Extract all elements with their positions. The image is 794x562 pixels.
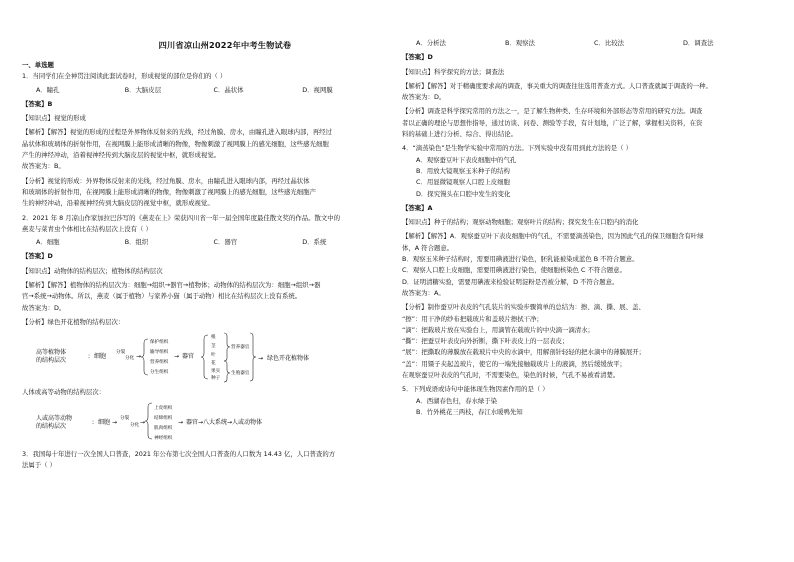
- analysis-line: 故答案为：A。: [402, 288, 445, 297]
- analysis-line: “滴”：把载玻片放在实验台上，用滴管在载玻片的中央滴一滴清水；: [402, 325, 594, 334]
- question-1-stem: 1．当同学们在全神贯注阅读此套试卷时，形成视觉的部位是你们的（ ）: [22, 72, 227, 81]
- option-d: D．探究馒头在口腔中发生的变化: [416, 189, 511, 198]
- option-c: C．比较法: [594, 39, 625, 47]
- diagram-text: 神经组织: [154, 435, 173, 441]
- question-3-answer: 【答案】D: [402, 53, 433, 62]
- diagram-text: 分裂: [116, 350, 126, 356]
- analysis-line: “展”：把撕取的薄膜放在载玻片中央的水滴中，用解剖针轻轻的把水滴中的薄膜展开；: [402, 348, 646, 357]
- diagram-text: 输导组织: [150, 350, 169, 356]
- brace-icon: [201, 335, 208, 379]
- diagram-text: 上皮组织: [154, 405, 173, 411]
- analysis-line: “撕”：把蚕豆叶表皮向外折断，撕下叶表皮上的一层表皮；: [402, 337, 569, 346]
- question-2-stem: 2．2021 年 8 月凉山作家加拉巴莎写的《燕麦在上》荣获四川省一年一届全国年度最佳散文奖的作品。散文中的: [22, 213, 341, 222]
- analysis-line: 产生的神经冲动，沿着视神经传到大脑皮层的视觉中枢，就形成视觉。: [22, 151, 221, 160]
- diagram-text: :: [92, 418, 95, 426]
- option-d: D．视网膜: [302, 85, 333, 94]
- diagram-text: →: [140, 418, 146, 426]
- question-1-knowledge-point: 【知识点】视觉的形成: [22, 114, 86, 123]
- diagram-text: 高等植物体: [36, 349, 67, 357]
- analysis-line: 体，A 符合题意。: [402, 243, 454, 252]
- question-2-stem: 燕麦与菜青虫个体相比在结构层次上没有（ ）: [22, 224, 152, 233]
- analysis-line: 【分析】制作蚕豆叶表皮的气孔装片的实验步骤简单的总结为：擦、滴、撕、展、盖、: [402, 303, 645, 312]
- analysis-line: 生的神经冲动，沿着视神经传到大脑皮层的视觉中枢，就形成视觉。: [22, 199, 214, 208]
- animal-structure-diagram: [22, 399, 322, 447]
- diagram-text: 器官→八大系统→人或动物体: [186, 418, 263, 426]
- question-2-knowledge-point: 【知识点】动物体的结构层次；植物体的结构层次: [22, 266, 163, 275]
- plant-structure-diagram: [22, 329, 322, 385]
- analysis-line: 【解析】【解答】A．观察蚕豆叶下表皮细胞中的气孔，不需要滴蒸染色，因为国此气孔的保卫细胞含有叶绿: [402, 232, 704, 241]
- diagram-text: 种子: [211, 376, 221, 382]
- analysis-line: 故答案为：B。: [22, 162, 65, 171]
- analysis-line: D．证明清糖实验，需要用碘液来检验证明淀粉是否被分解，D 不符合题意。: [402, 277, 619, 286]
- question-4-knowledge-point: 【知识点】种子的结构；观察动物细胞；观察叶片的结构；探究发生在口腔内的消化: [402, 218, 639, 227]
- diagram-text: 细胞: [94, 353, 107, 361]
- animal-structure-heading: 人体或高等动物的结构层次：: [22, 388, 106, 397]
- diagram-text: 分化: [125, 356, 135, 362]
- option-c: C．用显微镜观察人口腔上皮细胞: [416, 178, 510, 187]
- diagram-text: 细胞: [98, 418, 111, 426]
- diagram-text: →: [136, 353, 142, 361]
- diagram-text: 分生组织: [150, 370, 169, 376]
- analysis-line: 【分析】调查是科学探究常用的方法之一，是了解生物种类、生存环境和外部形态等常用的研究方法。调查: [402, 107, 703, 116]
- diagram-text: 器官: [182, 353, 195, 361]
- diagram-text: :: [88, 353, 91, 361]
- question-3-options: [402, 38, 772, 49]
- option-c: C．晶状体: [213, 85, 244, 94]
- analysis-line: 在观察蚕豆叶表皮的气孔时，不需要染色，染色的时候，气孔不易被看清楚。: [402, 371, 620, 380]
- exam-title: 四川省凉山州2022年中考生物试卷: [158, 40, 292, 50]
- diagram-text: 叶: [211, 353, 216, 359]
- analysis-line: 料的基础上进行分析、综合、得出结论。: [402, 130, 518, 139]
- analysis-line: 晶状体和玻璃体的折射作用，在视网膜上能形成清晰的物像，物像刺激了视网膜上的感光细胞，这些感光细胞: [22, 139, 329, 148]
- diagram-text: 果实: [211, 369, 221, 375]
- analysis-line: 官→系统→动物体。所以，燕麦（属于植物）与家养小猫（属于动物）相比在结构层次上没有系统。: [22, 292, 302, 301]
- option-a: A．瞳孔: [36, 85, 60, 94]
- analysis-line: “盖”：用镊子夹起盖玻片，使它的一端先接触载玻片上的液滴，然后缓缓放平；: [402, 359, 626, 368]
- question-5-stem: 5．下列成语或诗句中能体现生物因素作用的是（ ）: [402, 385, 549, 394]
- brace-icon: [141, 339, 148, 375]
- diagram-text: →: [112, 418, 118, 426]
- analysis-line: 【分析】绿色开花植物的结构层次：: [22, 317, 125, 326]
- diagram-text: 肌肉组织: [154, 425, 173, 431]
- analysis-line: 故答案为：D。: [22, 303, 66, 312]
- question-2-options: [22, 237, 391, 248]
- brace-icon: [145, 403, 152, 439]
- question-4-stem: 4．“滴蒸染色”是生物学实验中常用的方法。下列实验中没有用到此方法的是（ ）: [402, 144, 632, 153]
- analysis-line: 【解析】【解答】视觉的形成的过程是外界物体反射来的光线，经过角膜、房水，由瞳孔进入眼球内部，再经过: [22, 128, 332, 137]
- question-4-answer: 【答案】A: [402, 203, 433, 212]
- diagram-text: 的结构层次: [36, 422, 67, 430]
- diagram-text: →: [258, 355, 264, 363]
- diagram-text: 结缔组织: [154, 415, 173, 421]
- option-d: D．系统: [302, 238, 327, 247]
- diagram-text: 的结构层次: [36, 357, 67, 365]
- option-b: B．观察法: [505, 39, 535, 47]
- diagram-text: 营养器官: [231, 345, 250, 351]
- question-3-knowledge-point: 【知识点】科学探究的方法；调查法: [402, 67, 505, 76]
- option-d: D．调查法: [683, 39, 714, 47]
- diagram-text: 花: [211, 361, 216, 367]
- question-5-options: [402, 396, 772, 419]
- left-column: [22, 50, 391, 471]
- diagram-text: 茎: [211, 344, 216, 350]
- diagram-text: →: [174, 353, 180, 361]
- diagram-text: 保护组织: [150, 340, 169, 346]
- option-a: A．观察蚕豆叶下表皮细胞中的气孔: [416, 155, 517, 164]
- analysis-line: 者以正确的理论与思想作指导，通过访谈、问卷、测验等手段，有计划地，广泛了解，掌握相关资料，在资: [402, 118, 703, 127]
- analysis-line: “擦”：用干净的纱布把载玻片和盖玻片擦拭干净；: [402, 314, 543, 323]
- analysis-line: B．观察玉米种子结构时，需要用碘液进行染色，胚乳能被染成蓝色 B 不符合题意。: [402, 255, 639, 264]
- brace-icon: [224, 361, 230, 382]
- option-b: B．竹外桃花三两枝，春江水暖鸭先知: [416, 407, 523, 416]
- right-column: [402, 34, 772, 418]
- diagram-text: 人或高等动物: [36, 414, 73, 422]
- analysis-line: 故答案为：D。: [402, 93, 446, 102]
- option-b: B．用放大镜观察玉米种子的结构: [416, 166, 510, 175]
- question-3-stem: 3．我国每十年进行一次全国人口普查，2021 年公布第七次全国人口普查的人口数为 14.43 亿，人口普查的方: [22, 449, 336, 458]
- question-4-options: [402, 155, 772, 200]
- analysis-line: C．观察人口腔上皮细胞，需要用碘液进行染色，使细胞核染色 C 不符合题意。: [402, 266, 626, 275]
- diagram-text: 绿色开花植物体: [267, 355, 310, 363]
- diagram-text: 分化: [130, 422, 140, 428]
- question-2-answer: 【答案】D: [22, 252, 53, 261]
- question-1-options: [22, 85, 391, 96]
- diagram-text: 分裂: [120, 415, 130, 421]
- diagram-text: 营养组织: [150, 360, 169, 366]
- diagram-text: 根: [211, 335, 216, 341]
- option-c: C．器官: [213, 238, 238, 247]
- brace-icon: [250, 333, 256, 381]
- diagram-text: 生殖器官: [231, 371, 250, 377]
- question-1-answer: 【答案】B: [22, 99, 53, 108]
- analysis-line: 【解析】【解答】植物体的结构层次为：细胞→组织→器官→植物体；动物体的结构层次为：细胞→组织→器: [22, 281, 321, 290]
- diagram-text: →: [178, 418, 184, 426]
- option-b: B．大脑皮层: [124, 85, 162, 94]
- question-3-stem: 法属于（ ）: [22, 460, 56, 469]
- section-heading: 一、单选题: [22, 61, 54, 69]
- analysis-line: 和玻璃体的折射作用，在视网膜上能形成清晰的物像，物像刺激了视网膜上的感光细胞，这些感光细胞产: [22, 187, 316, 196]
- option-a: A．细胞: [36, 238, 60, 247]
- option-a: A．西湖春色归，春水绿于染: [416, 396, 498, 405]
- option-a: A．分析法: [416, 39, 446, 47]
- brace-icon: [224, 333, 230, 361]
- analysis-line: 【解析】【解答】对于精确度要求高的调查，事关重大的调查往往选用普查方式。人口普查就属于调查的一种。: [402, 81, 712, 90]
- analysis-line: 【分析】视觉的形成：外界物体反射来的光线，经过角膜、房水，由瞳孔进入眼球内部，再经过晶状体: [22, 176, 310, 185]
- option-b: B．组织: [124, 238, 149, 247]
